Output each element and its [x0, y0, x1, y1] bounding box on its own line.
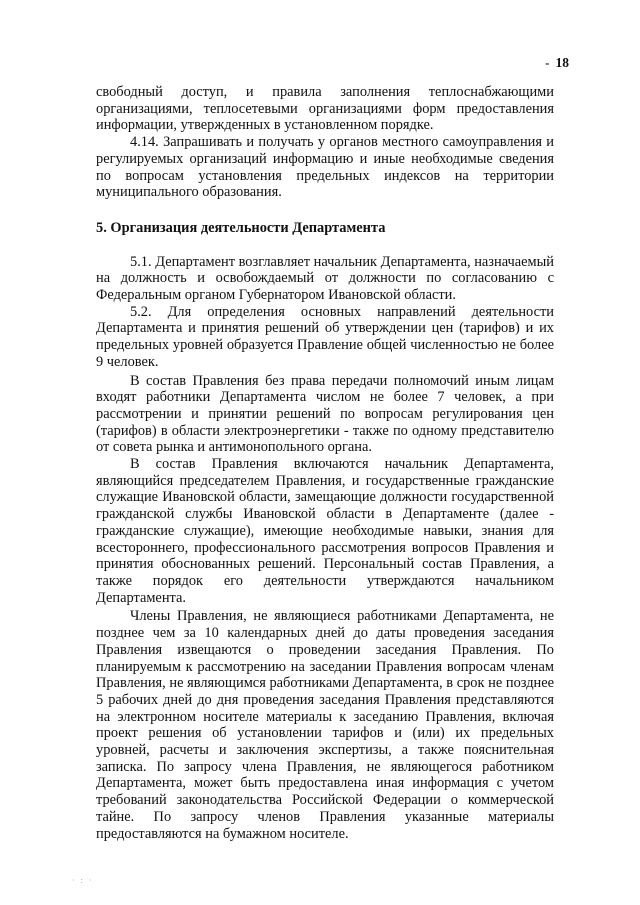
- section-heading: 5. Организация деятельности Департамента: [96, 219, 386, 236]
- paragraph-5-1: 5.1. Департамент возглавляет начальник Департамента, назначаемый на должность и освобождаемый от должности по согласованию с Федеральным органом Губернатором Ивановской области.: [96, 253, 554, 304]
- page-number-dash: -: [545, 55, 550, 70]
- paragraph-5-2: 5.2. Для определения основных направлений деятельности Департамента и принятия решений об утверждении цен (тарифов) и их предельных уровней образуется Правление общей численностью не более 9 человек.: [96, 303, 554, 370]
- page-number-value: 18: [555, 55, 569, 70]
- paragraph-board-members: В состав Правления включаются начальник Департамента, являющийся председателем Правления, и государственные гражданские служащие Ивановской области, замещающие должности государственной гражданской службы Ивановской области в Департаменте (далее - гражданские служащие), имеющие необходимые навыки, знания для всестороннего, профессионального рассмотрения вопросов Правления и принятия обоснованных решений. Персональный состав Правления, а также порядок его деятельности утверждаются начальником Департамента.: [96, 456, 554, 606]
- paragraph-continuation: свободный доступ, и правила заполнения теплоснабжающими организациями, теплосетевыми организациями форм предоставления информации, утвержденных в установленном порядке.: [96, 84, 554, 134]
- page-number: [545, 55, 569, 71]
- paragraph-board-composition: В состав Правления без права передачи полномочий иным лицам входят работники Департамента числом не более 7 человек, а при рассмотрении и принятии решений по вопросам регулирования цен (тарифов) в области электроэнергетики - также по одному представителю от совета рынка и антимонопольного органа.: [96, 372, 554, 456]
- document-body: [96, 84, 554, 842]
- paragraph-external-members: Члены Правления, не являющиеся работниками Департамента, не позднее чем за 10 календарных дней до даты проведения заседания Правления извещаются о проведении заседания Правления. По планируемым к рассмотрению на заседании Правления вопросам членам Правления, не являющимся работниками Департамента, в срок не позднее 5 рабочих дней до дня проведения заседания Правления представляются на электронном носителе материалы к заседанию Правления, включая проект решения об установлении тарифов и (или) их предельных уровней, расчеты и заключения экспертизы, а также пояснительная записка. По запросу члена Правления, не являющегося работником Департамента, может быть предоставлена иная информация с учетом требований законодательства Российской Федерации о коммерческой тайне. По запросу членов Правления указанные материалы предоставляются на бумажном носителе.: [96, 608, 554, 842]
- paragraph-4-14: 4.14. Запрашивать и получать у органов местного самоуправления и регулируемых организаций информацию и иные необходимые сведения по вопросам установления предельных индексов на территории муниципального образования.: [96, 134, 554, 201]
- scan-artifact: · : ·: [72, 876, 94, 885]
